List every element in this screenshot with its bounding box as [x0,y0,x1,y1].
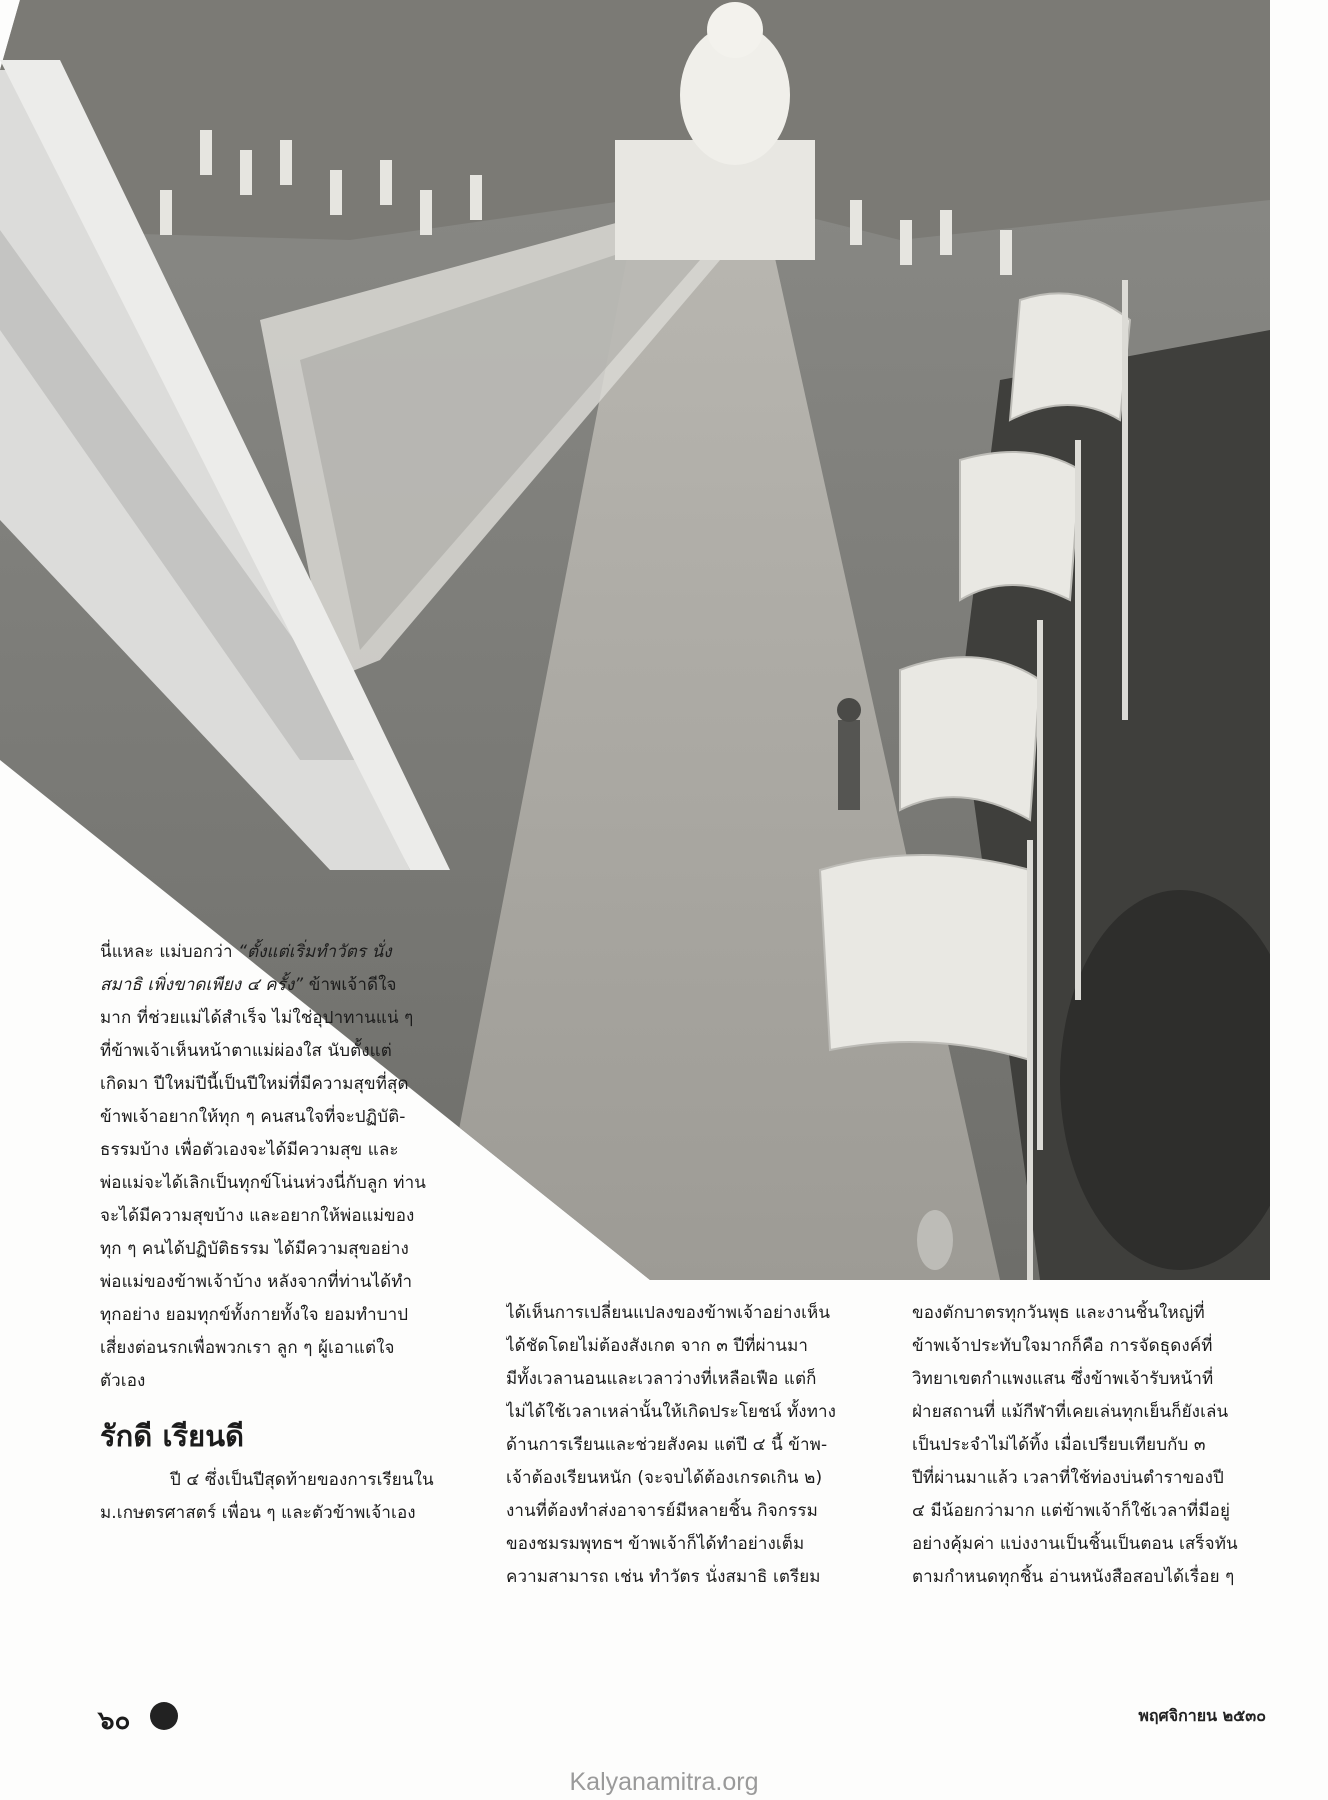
text-column-1 [100,936,460,1530]
col2-line-3: มีทั้งเวลานอนและเวลาว่างที่เหลือเฟือ แต่ก็ [506,1369,817,1389]
col2-line-2: ได้ชัดโดยไม่ต้องสังเกต จาก ๓ ปีที่ผ่านมา [506,1336,809,1356]
col1-line-6: ข้าพเจ้าอยากให้ทุก ๆ คนสนใจที่จะปฏิบัติ- [100,1107,406,1127]
col3-line-6: ปีที่ผ่านมาแล้ว เวลาที่ใช้ท่องบ่นตำราของปี [912,1468,1224,1488]
col1-line-14: ตัวเอง [100,1371,146,1391]
col2-line-5: ด้านการเรียนและช่วยสังคม แต่ปี ๔ นี้ ข้าพ- [506,1435,828,1455]
col2-line-8: ของชมรมพุทธฯ ข้าพเจ้าก็ได้ทำอย่างเต็ม [506,1534,805,1554]
page-number: ๖๐ [98,1706,131,1736]
col2-line-1: ได้เห็นการเปลี่ยนแปลงของข้าพเจ้าอย่างเห็น [506,1303,831,1323]
col1-line-7: ธรรมบ้าง เพื่อตัวเองจะได้มีความสุข และ [100,1140,399,1160]
issue-date: พฤศจิกายน ๒๕๓๐ [1138,1706,1266,1725]
col1-line-13: เสี่ยงต่อนรกเพื่อพวกเรา ลูก ๆ ผู้เอาแต่ใจ [100,1338,395,1358]
col3-line-2: ข้าพเจ้าประทับใจมากก็คือ การจัดธุดงค์ที่ [912,1336,1213,1356]
col1-line-8: พ่อแม่จะได้เลิกเป็นทุกข์โน่นห่วงนี่กับลูก ท่าน [100,1173,426,1193]
col3-line-1: ของตักบาตรทุกวันพุธ และงานชิ้นใหญ่ที่ [912,1303,1205,1323]
text-column-3 [912,1297,1272,1594]
col1-para2-line-1: ปี ๔ ซึ่งเป็นปีสุดท้ายของการเรียนใน [170,1470,434,1490]
col3-line-7: ๔ มีน้อยกว่ามาก แต่ข้าพเจ้าก็ใช้เวลาที่มีอยู่ [912,1501,1231,1521]
watermark: Kalyanamitra.org [569,1768,759,1796]
col2-line-4: ไม่ได้ใช้เวลาเหล่านั้นให้เกิดประโยชน์ ทั้งทาง [506,1402,837,1422]
col1-line-5: เกิดมา ปีใหม่ปีนี้เป็นปีใหม่ที่มีความสุขที่สุด [100,1074,409,1094]
page-marker-icon [150,1702,178,1730]
col1-line-10: ทุก ๆ คนได้ปฏิบัติธรรม ได้มีความสุขอย่าง [100,1239,409,1259]
col3-line-5: เป็นประจำไม่ได้ทิ้ง เมื่อเปรียบเทียบกับ ๓ [912,1435,1206,1455]
section-heading: รักดี เรียนดี [100,1419,245,1453]
text-column-2 [506,1297,866,1594]
col1-line-12: ทุกอย่าง ยอมทุกข์ทั้งกายทั้งใจ ยอมทำบาป [100,1305,409,1325]
col1-line-1: นี่แหละ แม่บอกว่า “ตั้งแต่เริ่มทำวัตร นั่ง [100,942,392,962]
col3-line-4: ฝ่ายสถานที่ แม้กีฬาที่เคยเล่นทุกเย็นก็ยังเล่น [912,1402,1229,1422]
col3-line-9: ตามกำหนดทุกชิ้น อ่านหนังสือสอบได้เรื่อย ๆ [912,1567,1235,1587]
col2-line-6: เจ้าต้องเรียนหนัก (จะจบได้ต้องเกรดเกิน ๒) [506,1468,823,1488]
col1-line-4: ที่ข้าพเจ้าเห็นหน้าตาแม่ผ่องใส นับตั้งแต่ [100,1041,392,1061]
col1-line-9: จะได้มีความสุขบ้าง และอยากให้พ่อแม่ของ [100,1206,415,1226]
col2-line-7: งานที่ต้องทำส่งอาจารย์มีหลายชิ้น กิจกรรม [506,1501,818,1521]
col3-line-3: วิทยาเขตกำแพงแสน ซึ่งข้าพเจ้ารับหน้าที่ [912,1369,1214,1389]
col1-line-2: สมาธิ เพิ่งขาดเพียง ๔ ครั้ง” ข้าพเจ้าดีใจ [100,975,397,995]
col2-line-9: ความสามารถ เช่น ทำวัตร นั่งสมาธิ เตรียม [506,1567,821,1587]
col3-line-8: อย่างคุ้มค่า แบ่งงานเป็นชิ้นเป็นตอน เสร็จทัน [912,1534,1238,1554]
col1-line-11: พ่อแม่ของข้าพเจ้าบ้าง หลังจากที่ท่านได้ทำ [100,1272,413,1292]
col1-para2-line-2: ม.เกษตรศาสตร์ เพื่อน ๆ และตัวข้าพเจ้าเอง [100,1503,416,1523]
col1-line-3: มาก ที่ช่วยแม่ได้สำเร็จ ไม่ใช่อุปาทานแน่ ๆ [100,1008,414,1028]
